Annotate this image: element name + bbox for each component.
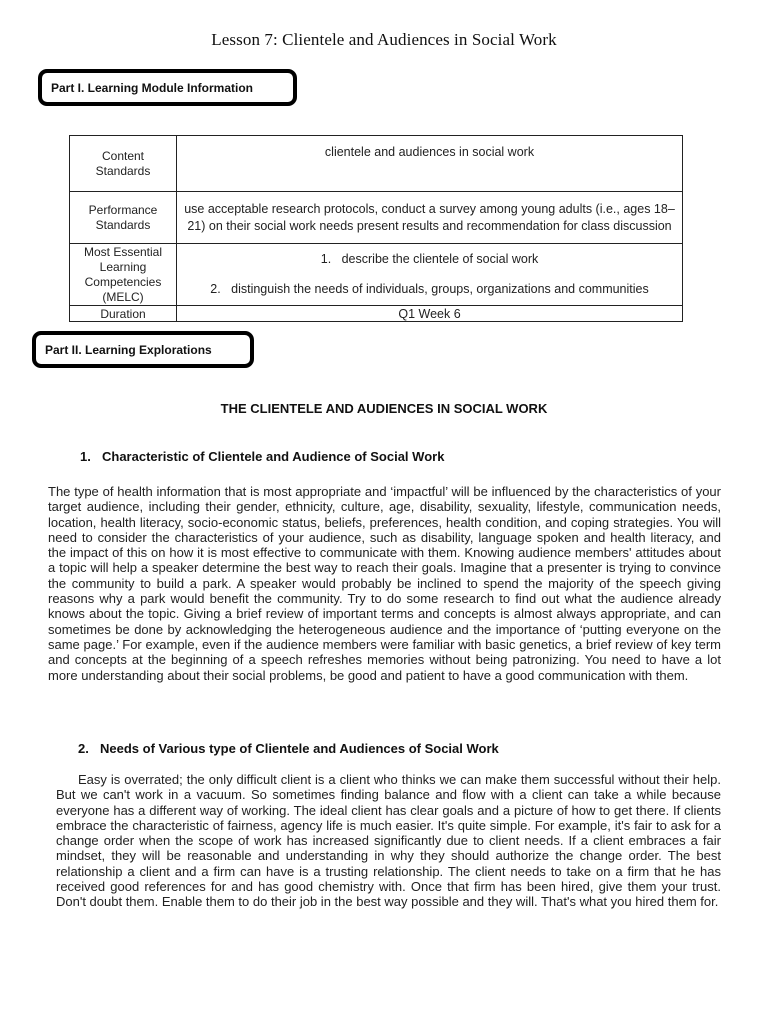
melc-item-number: 2. — [210, 282, 221, 296]
section1-heading-text: Characteristic of Clientele and Audience of Social Work — [102, 449, 445, 464]
melc-item-text: distinguish the needs of individuals, groups, organizations and communities — [231, 282, 649, 296]
melc-item — [180, 252, 679, 267]
part1-label: Part I. Learning Module Information — [51, 80, 254, 95]
lesson-title: Lesson 7: Clientele and Audiences in Social Work — [211, 30, 557, 49]
section2-body: Easy is overrated; the only difficult client is a client who thinks we can make them successful without their help. But we can't work in a vacuum. So sometimes finding balance and flow with a client can take a while because everyone has a different way of working. The ideal client has clear goals and a picture of how to get there. If clients embrace the characteristic of fairness, agency life is much easier. It's quite simple. For example, it's fair to ask for a change order when the scope of work has increased significantly due to client needs. If a client embraces a fair mindset, they will be reasonable and understanding in why they should authorize the change order. The best relationship a client and a firm can have is a trusting relationship. The client needs to take on a firm that he has received good references for and has good chemistry with. Once that firm has been hired, give them your trust. Don't doubt them. Enable them to do their job in the best way possible and they will. That's what you hired them for. — [56, 772, 721, 910]
section1-number: 1. — [80, 449, 91, 464]
melc-value — [177, 244, 683, 306]
melc-label: Most Essential Learning Competencies (MELC) — [70, 244, 177, 306]
table-row-melc — [70, 244, 683, 306]
section2-number: 2. — [78, 741, 89, 756]
content-standards-value: clientele and audiences in social work — [177, 136, 683, 192]
table-row-content-standards — [70, 136, 683, 192]
duration-label: Duration — [70, 306, 177, 322]
part2-label: Part II. Learning Explorations — [45, 342, 212, 357]
module-info-table — [69, 135, 683, 322]
part1-label-box — [38, 69, 297, 106]
melc-item — [180, 282, 679, 297]
table-row-performance-standards — [70, 192, 683, 244]
table-row-duration — [70, 306, 683, 322]
melc-item-text: describe the clientele of social work — [341, 252, 539, 266]
performance-standards-label: Performance Standards — [70, 192, 177, 244]
duration-value: Q1 Week 6 — [177, 306, 683, 322]
melc-list — [180, 252, 679, 297]
section1-body: The type of health information that is most appropriate and ‘impactful’ will be influenced by the characteristics of your target audience, including their gender, ethnicity, culture, age, disability, sexuality, lifestyle, communication needs, location, health literacy, socio-economic status, beliefs, preferences, health condition, and coping strategies. You will need to consider the characteristics of your audience, such as disability, language spoken and health literacy, and the impact of this on how it is most effective to communicate with them. Knowing audience members' attitudes about a topic will help a speaker determine the best way to reach their goals. Imagine that a presenter is trying to convince the community to build a park. A speaker would probably be inclined to spend the majority of the speech giving reasons why a park would benefit the community. Try to do some research to find out what the audience already knows about the topic. Giving a brief review of important terms and concepts is almost always appropriate, and can sometimes be done by acknowledging the heterogeneous audience and the importance of ‘putting everyone on the same page.’ For example, even if the audience members were familiar with basic genetics, a brief review of key term and concepts at the beginning of a speech refreshes memories without being patronizing. You need to have a lot more understanding about their social problems, be good and patient to have a good communication with them. — [48, 484, 721, 683]
section1-heading — [80, 449, 444, 464]
section2-heading-text: Needs of Various type of Clientele and Audiences of Social Work — [100, 741, 499, 756]
content-standards-label: Content Standards — [70, 136, 177, 192]
melc-item-number: 1. — [320, 252, 332, 266]
section2-heading — [78, 741, 499, 756]
performance-standards-value: use acceptable research protocols, conduct a survey among young adults (i.e., ages 18–21) on their social work needs present results and recommendation for class discussion — [177, 192, 683, 244]
part2-label-box — [32, 331, 254, 368]
main-heading: THE CLIENTELE AND AUDIENCES IN SOCIAL WORK — [220, 401, 548, 416]
